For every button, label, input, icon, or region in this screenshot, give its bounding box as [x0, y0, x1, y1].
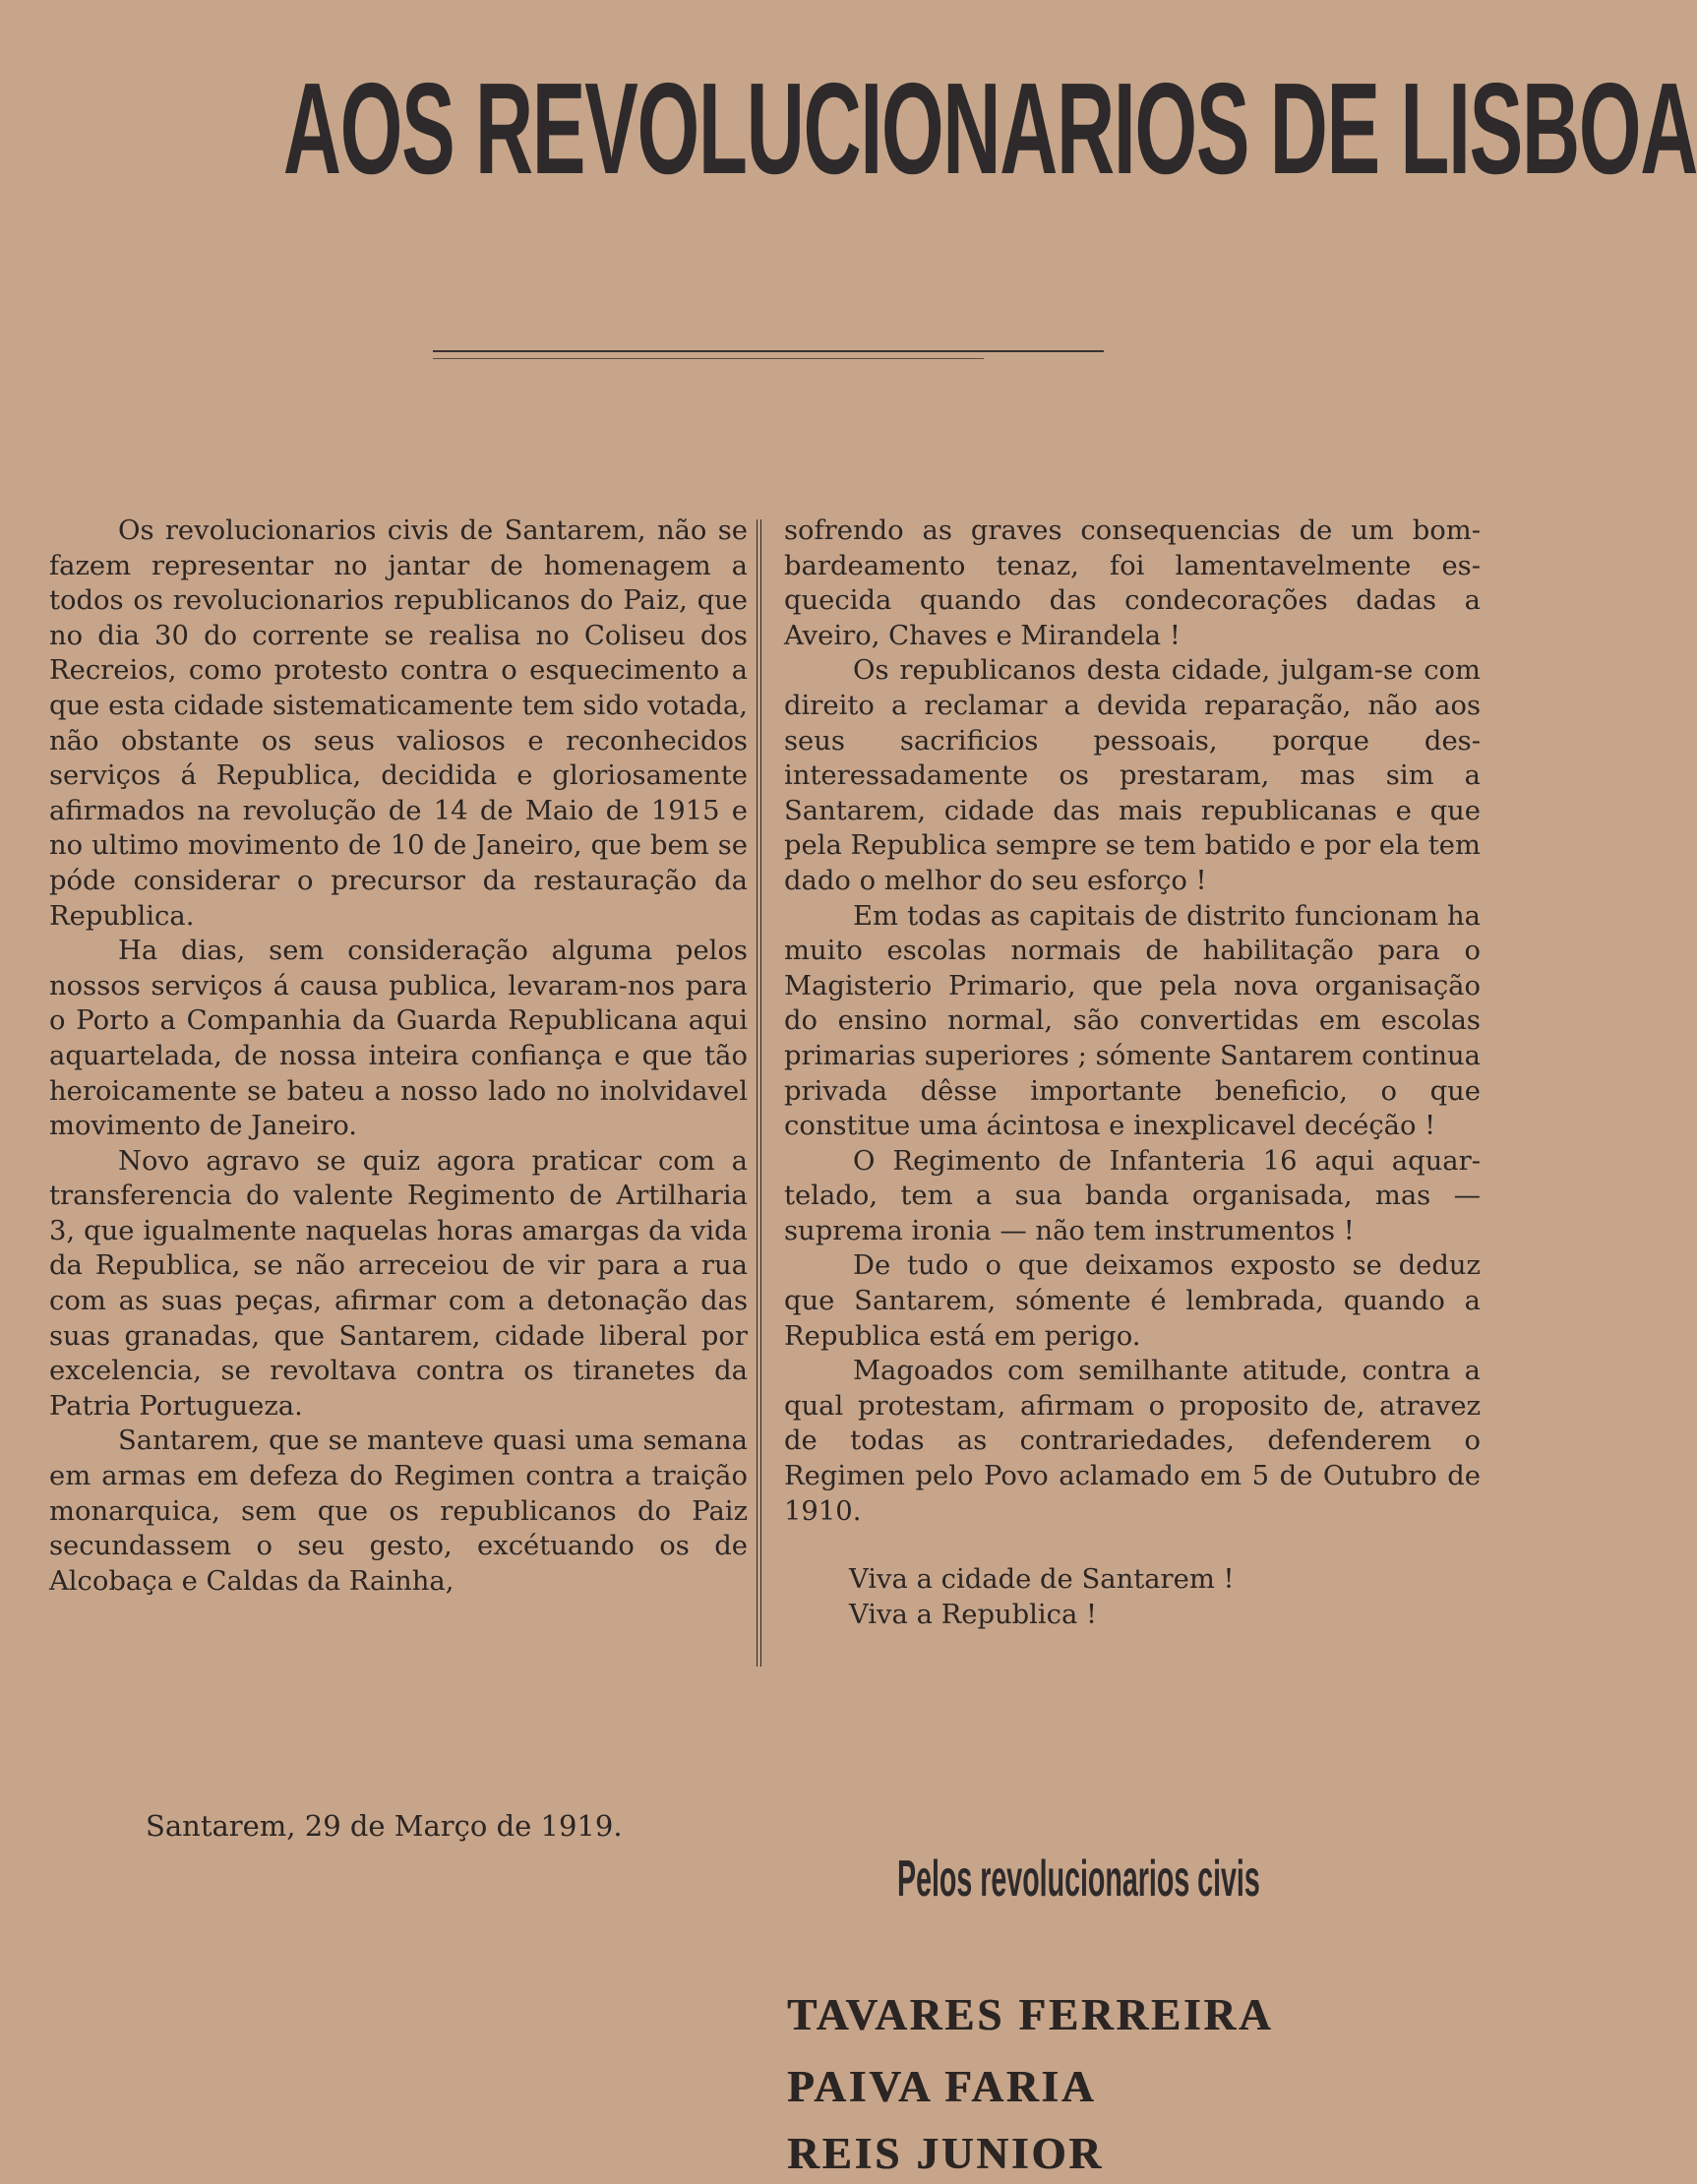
signature-name: TAVARES FERREIRA [787, 1990, 1274, 2039]
signature-name: PAIVA FARIA [787, 2062, 1097, 2111]
paragraph: O Regimento de Infanteria 16 aqui aquartelado, tem a sua banda organisada, mas — suprema ironia — não tem instrumentos ! [784, 1145, 1481, 1246]
paragraph: Ha dias, sem consideração alguma pelos nossos serviços á causa publica, levaram-nos para o Porto a Companhia da Guarda Republicana aqui aquartelada, de nossa inteira confiança e que tão heroicamente se bateu a nosso lado no inolvidavel movimento de Janeiro. [49, 936, 748, 1142]
signed-by-label: Pelos revolucionarios civis [897, 1850, 1260, 1908]
paragraph: Os revolucionarios civis de Santarem, não se fazem representar no jantar de homenagem a todos os revolucionarios republicanos do Paiz, que no dia 30 do corrente se realisa no Coliseu dos Recreios, como protesto contra o esquecimento a que esta cidade sistematicamente tem sido votada, não obstante os seus valiosos e reconhecidos serviços á Republica, decidida e gloriosamente afirmados na revolução de 14 de Maio de 1915 e no ultimo movimento de 10 de Janeiro, que bem se póde considerar o precursor da restauração da Republica. [49, 516, 748, 932]
title-rule [433, 350, 1104, 352]
right-column [784, 514, 1481, 1632]
paragraph: Magoados com semilhante atitude, contra a qual protestam, afirmam o proposito de, atravez de todas as contrariedades, defenderem o Regimen pelo Povo aclamado em 5 de Outubro de 1910. [784, 1356, 1481, 1527]
paragraph: Novo agravo se quiz agora praticar com a transferencia do valente Regimento de Artilharia 3, que igualmente naquelas horas amargas da vida da Republica, se não arreceiou de vir para a rua com as suas peças, afirmar com a detonação das suas granadas, que Santarem, cidade liberal por excelencia, se revoltava contra os tiranetes da Patria Portugueza. [49, 1145, 748, 1422]
viva-line: Viva a cidade de Santarem ! [849, 1564, 1235, 1596]
title-rule-inner [433, 358, 984, 359]
poster-title: AOS REVOLUCIONARIOS DE LISBOA [282, 56, 1697, 201]
signature-name: REIS JUNIOR [787, 2129, 1104, 2178]
spacer [784, 1529, 1481, 1562]
paragraph: Os republicanos desta cidade, julgam-se com direito a reclamar a devida reparação, não aos seus sacrificios pessoais, porque desinteressadamente os prestaram, mas sim a Santarem, cidade das mais republicanas e que pela Republica sempre se tem batido e por ela tem dado o melhor do seu esforço ! [784, 655, 1481, 896]
paragraph: Em todas as capitais de distrito funcionam ha muito escolas normais de habilitação para o Magisterio Primario, que pela nova organisação do ensino normal, são convertidas em escolas primarias superiores ; sómente Santarem continua privada dêsse importante beneficio, o que constitue uma ácintosa e inexplicavel decéção ! [784, 900, 1481, 1142]
left-column [49, 514, 748, 1599]
paragraph: Santarem, que se manteve quasi uma semana em armas em defeza do Regimen contra a traição monarquica, sem que os republicanos do Paiz secundassem o seu gesto, excétuando os de Alcobaça e Caldas da Rainha, [49, 1426, 748, 1597]
viva-line: Viva a Republica ! [849, 1599, 1098, 1630]
date-line: Santarem, 29 de Março de 1919. [146, 1809, 623, 1843]
paragraph: De tudo o que deixamos exposto se deduz que Santarem, sómente é lembrada, quando a Republica está em perigo. [784, 1250, 1481, 1352]
paragraph: sofrendo as graves consequencias de um bombardeamento tenaz, foi lamentavelmente esquecida quando das condecorações dadas a Aveiro, Chaves e Mirandela ! [784, 516, 1481, 651]
column-divider [757, 519, 761, 1667]
